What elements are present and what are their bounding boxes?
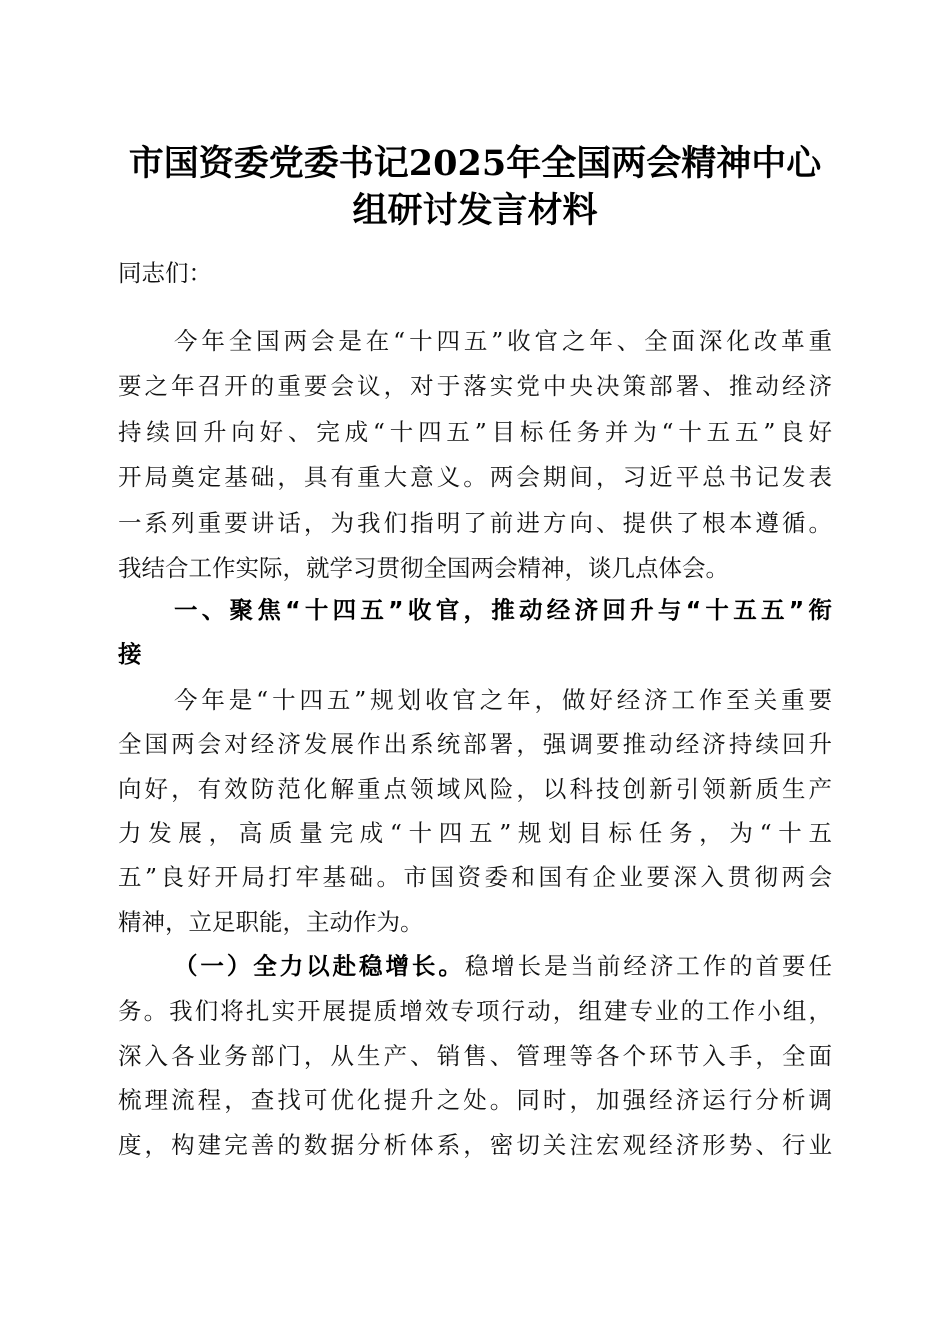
intro-line: 持续回升向好、完成“十四五”目标任务并为“十五五”良好 [118, 418, 832, 446]
section-heading: 一、聚焦“十四五”收官，推动经济回升与“十五五”衔 [174, 596, 832, 624]
intro-line: 一系列重要讲话，为我们指明了前进方向、提供了根本遵循。 [118, 509, 832, 537]
subsection-title: （一）全力以赴稳增长。 [174, 952, 465, 980]
section-body-line: 力发展，高质量完成“十四五”规划目标任务，为“十五 [118, 819, 832, 847]
subsection-body-line: 梳理流程，查找可优化提升之处。同时，加强经济运行分析调 [118, 1086, 832, 1114]
section-body-line: 向好，有效防范化解重点领域风险，以科技创新引领新质生产 [118, 775, 832, 803]
subsection-body-line: 深入各业务部门，从生产、销售、管理等各个环节入手，全面 [118, 1042, 832, 1070]
document-title-line-1: 市国资委党委书记2025年全国两会精神中心 [128, 143, 822, 184]
subsection-body-line: 度，构建完善的数据分析体系，密切关注宏观经济形势、行业 [118, 1131, 832, 1159]
intro-line: 今年全国两会是在“十四五”收官之年、全面深化改革重 [174, 327, 832, 355]
section-body-line: 今年是“十四五”规划收官之年，做好经济工作至关重要 [174, 686, 832, 714]
subsection-body-line: 务。我们将扎实开展提质增效专项行动，组建专业的工作小组， [118, 997, 832, 1025]
section-heading: 接 [118, 640, 142, 668]
intro-line: 开局奠定基础，具有重大意义。两会期间，习近平总书记发表 [118, 463, 832, 491]
intro-line: 我结合工作实际，就学习贯彻全国两会精神，谈几点体会。 [118, 554, 729, 582]
document-title-line-2: 组研讨发言材料 [352, 190, 598, 231]
salutation: 同志们： [118, 259, 212, 287]
section-body-line: 五”良好开局打牢基础。市国资委和国有企业要深入贯彻两会 [118, 863, 832, 891]
intro-line: 要之年召开的重要会议，对于落实党中央决策部署、推动经济 [118, 372, 832, 400]
section-body-line: 全国两会对经济发展作出系统部署，强调要推动经济持续回升 [118, 730, 832, 758]
subsection-first-line-text: 稳增长是当前经济工作的首要任 [464, 952, 832, 980]
section-body-line: 精神，立足职能，主动作为。 [118, 908, 424, 936]
subsection-first-line [174, 946, 832, 986]
